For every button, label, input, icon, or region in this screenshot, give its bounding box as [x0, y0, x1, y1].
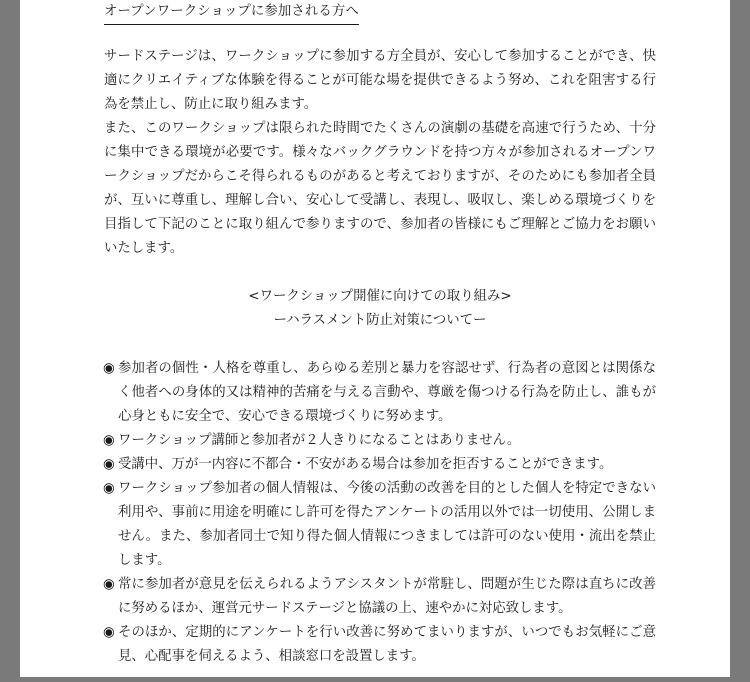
section-title: <ワークショップ開催に向けての取り組み>	[248, 289, 512, 304]
section-subtitle: ーハラスメント防止対策についてー	[273, 313, 487, 328]
page-heading: オープンワークショップに参加される方へ	[104, 2, 359, 25]
intro-paragraph-1: サードステージは、ワークショップに参加する方全員が、安心して参加することができ、快適にクリエイティブな体験を得ることが可能な場を提供できるよう努め、これを阻害する行為を禁止し、防止に取り組みます。	[104, 49, 656, 112]
policy-item	[104, 477, 656, 573]
bullet-icon: ◉	[103, 625, 115, 640]
document-content	[104, 0, 656, 682]
section-header	[104, 285, 656, 333]
policy-item-text: 常に参加者が意見を伝えられるようアシスタントが常駐し、問題が生じた際は直ちに改善に努めるほか、運営元サードステージと協議の上、速やかに対応致します。	[118, 577, 656, 616]
policy-item-text: 受講中、万が一内容に不都合・不安がある場合は参加を拒否することができます。	[118, 457, 613, 472]
policy-list	[104, 357, 656, 669]
policy-item-text: ワークショップ参加者の個人情報は、今後の活動の改善を目的とした個人を特定できない利用や、事前に用途を明確にし許可を得たアンケートの活用以外では一切使用、公開しません。また、参加者同士で知り得た個人情報につきましては許可のない使用・流出を禁止します。	[118, 481, 656, 568]
document-page	[20, 0, 730, 677]
intro-paragraph-2: また、このワークショップは限られた時間でたくさんの演劇の基礎を高速で行うため、十分に集中できる環境が必要です。様々なバックグラウンドを持つ方々が参加されるオープンワークショップだからこそ得られるものがあると考えておりますが、そのためにも参加者全員が、互いに尊重し、理解し合い、安心して受講し、表現し、吸収し、楽しめる環境づくりを目指して下記のことに取り組んで参りますので、参加者の皆様にもご理解とご協力をお願いいたします。	[104, 121, 656, 256]
policy-item-text: そのほか、定期的にアンケートを行い改善に努めてまいりますが、いつでもお気軽にご意見、心配事を伺えるよう、相談窓口を設置します。	[118, 625, 656, 664]
policy-item	[104, 621, 656, 669]
policy-item	[104, 573, 656, 621]
policy-item-text: ワークショップ講師と参加者が２人きりになることはありません。	[118, 433, 521, 448]
bullet-icon: ◉	[103, 433, 115, 448]
bullet-icon: ◉	[103, 361, 115, 376]
policy-item	[104, 429, 656, 453]
policy-item	[104, 357, 656, 429]
bullet-icon: ◉	[103, 577, 115, 592]
policy-item	[104, 453, 656, 477]
policy-item-text: 参加者の個性・人格を尊重し、あらゆる差別と暴力を容認せず、行為者の意図とは関係なく他者への身体的又は精神的苦痛を与える言動や、尊厳を傷つける行為を防止し、誰もが心身ともに安全で、安心できる環境づくりに努めます。	[118, 361, 656, 424]
bullet-icon: ◉	[103, 481, 115, 496]
bullet-icon: ◉	[103, 457, 115, 472]
